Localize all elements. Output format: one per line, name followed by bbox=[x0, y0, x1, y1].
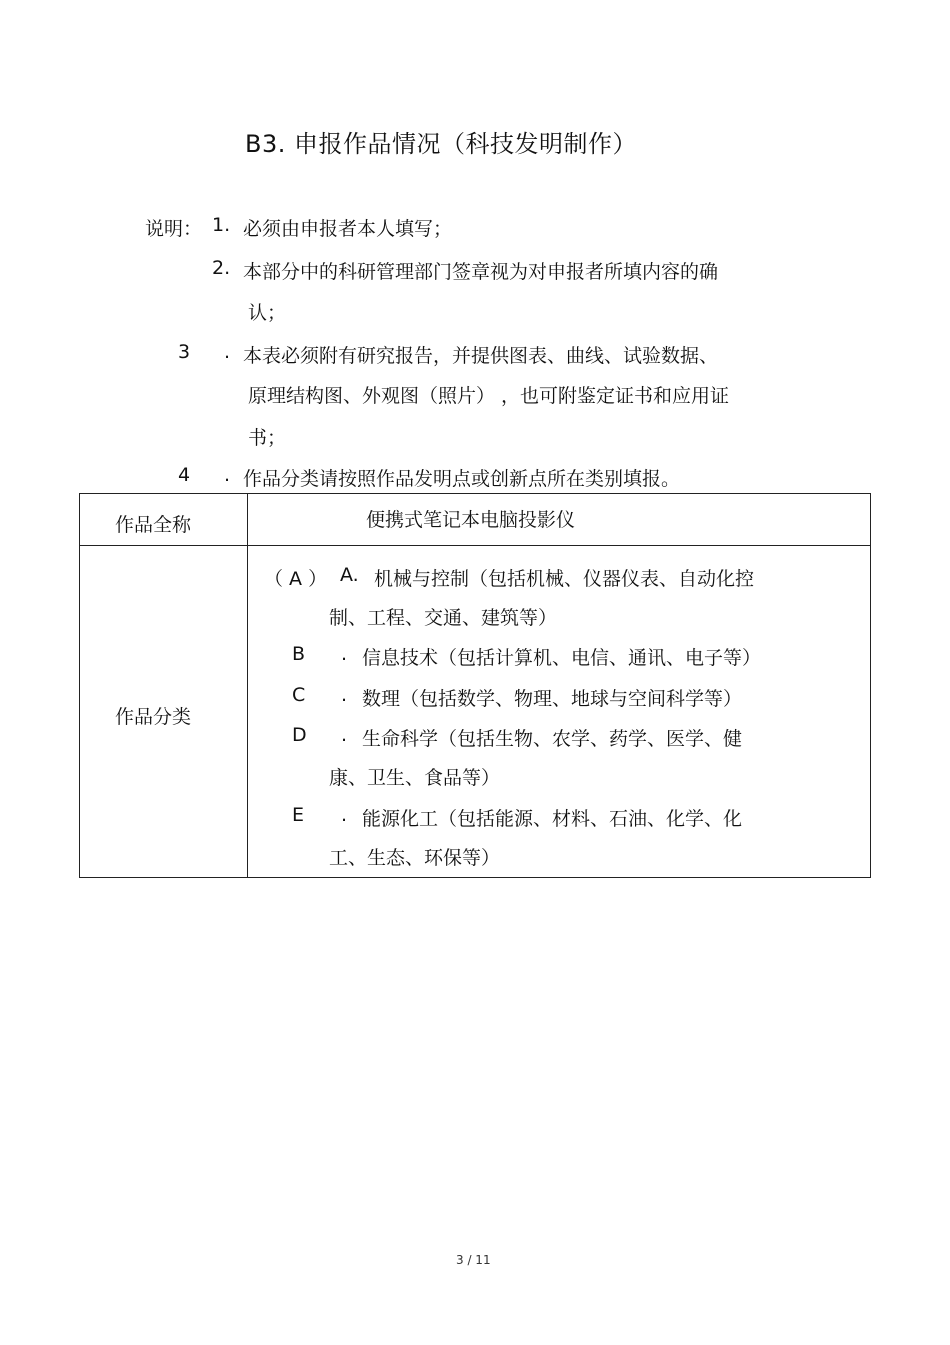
category-b-dot: . bbox=[341, 643, 348, 665]
note-3-number: 3 bbox=[178, 341, 191, 363]
category-e-line-1: 能源化工（包括能源、材料、石油、化学、化 bbox=[362, 808, 743, 830]
category-a-line-2: 制、工程、交通、建筑等） bbox=[329, 607, 558, 629]
note-1-line-1: 必须由申报者本人填写； bbox=[243, 218, 453, 240]
table-border-bottom bbox=[79, 877, 871, 878]
category-d-dot: . bbox=[341, 724, 348, 746]
category-c-letter: C bbox=[292, 684, 306, 706]
category-e-line-2: 工、生态、环保等） bbox=[329, 847, 501, 869]
category-d-line-2: 康、卫生、食品等） bbox=[329, 767, 501, 789]
table-column-divider bbox=[247, 493, 248, 877]
project-name-label: 作品全称 bbox=[115, 514, 192, 536]
category-b-line-1: 信息技术（包括计算机、电信、通讯、电子等） bbox=[362, 647, 762, 669]
note-1-number: 1. bbox=[212, 214, 231, 236]
note-3-dot: . bbox=[224, 341, 231, 363]
note-2-line-1: 本部分中的科研管理部门签章视为对申报者所填内容的确 bbox=[243, 261, 719, 283]
page-title: B3. 申报作品情况（科技发明制作） bbox=[245, 130, 637, 158]
note-3-line-2: 原理结构图、外观图（照片） ，也可附鉴定证书和应用证 bbox=[248, 385, 730, 407]
table-border-top bbox=[79, 493, 871, 494]
table-border-left bbox=[79, 493, 80, 877]
table-row-divider bbox=[79, 545, 871, 546]
note-3-line-3: 书； bbox=[248, 427, 287, 449]
project-name-value: 便携式笔记本电脑投影仪 bbox=[366, 509, 576, 531]
note-3-line-1: 本表必须附有研究报告，并提供图表、曲线、试验数据、 bbox=[243, 345, 719, 367]
category-e-dot: . bbox=[341, 804, 348, 826]
category-b-letter: B bbox=[292, 643, 306, 665]
category-d-letter: D bbox=[292, 724, 307, 746]
note-2-number: 2. bbox=[212, 257, 231, 279]
note-4-line-1: 作品分类请按照作品发明点或创新点所在类别填报。 bbox=[243, 468, 681, 490]
project-category-label: 作品分类 bbox=[115, 706, 192, 728]
notes-label: 说明： bbox=[145, 218, 203, 240]
category-d-line-1: 生命科学（包括生物、农学、药学、医学、健 bbox=[362, 728, 743, 750]
note-2-line-2: 认； bbox=[248, 302, 287, 324]
category-a-letter: A. bbox=[340, 564, 359, 586]
category-selection-marker: （ A ） bbox=[264, 568, 328, 590]
category-c-dot: . bbox=[341, 684, 348, 706]
page-number: 3 / 11 bbox=[456, 1253, 491, 1267]
note-4-number: 4 bbox=[178, 464, 191, 486]
category-a-line-1: 机械与控制（包括机械、仪器仪表、自动化控 bbox=[374, 568, 755, 590]
category-c-line-1: 数理（包括数学、物理、地球与空间科学等） bbox=[362, 688, 743, 710]
note-4-dot: . bbox=[224, 464, 231, 486]
table-border-right bbox=[870, 493, 871, 877]
category-e-letter: E bbox=[292, 804, 305, 826]
